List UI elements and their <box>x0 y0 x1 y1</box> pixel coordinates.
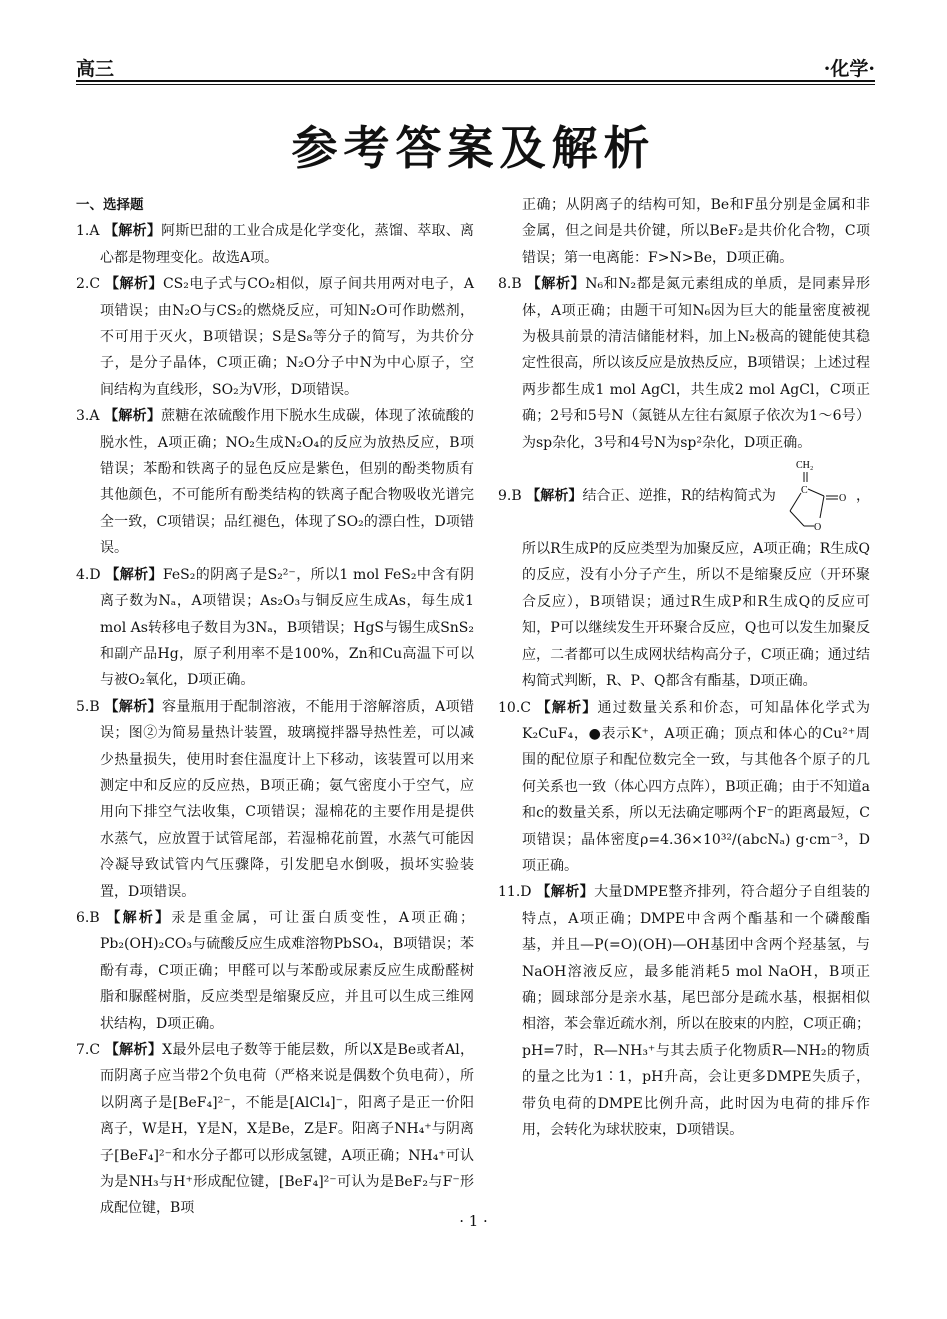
structure-ring-o-label: O <box>813 522 822 534</box>
answer-item-4: 4.D 【解析】FeS₂的阴离子是S₂²⁻，所以1 mol FeS₂中含有阴离子数为Nₐ，A项错误；As₂O₃与铜反应生成As，每生成1 mol As转移电子数目为3Nₐ，B项错误；HgS与锡生成SnS₂和副产品Hg，原子利用率不是100%，Zn和Cu高温下可以与被O₂氧化，D项正确。 <box>76 566 474 689</box>
header-rule-thin <box>76 84 875 85</box>
answer-item-5: 5.B 【解析】容量瓶用于配制溶液，不能用于溶解溶质，A项错误；图②为简易量热计装置，玻璃搅拌器导热性差，可以减少热量损失，使用时套住温度计上下移动，该装置可以用来测定中和反应的反应热，B项正确；氨气密度小于空气，应用向下排空气法收集，C项错误；湿棉花的主要作用是提供水蒸气，应放置于试管尾部，若湿棉花前置，水蒸气可能因冷凝导致试管内气压骤降，引发肥皂水倒吸，损坏实验装置，D项错误。 <box>76 698 475 900</box>
structure-ch2-label: CH₂ <box>795 460 814 472</box>
answer-item-1: 1.A 【解析】阿斯巴甜的工业合成是化学变化，蒸馏、萃取、离心都是物理变化。故选A项。 <box>76 223 475 266</box>
grade-label: 高三 <box>76 58 115 80</box>
structure-c-label: C <box>800 485 808 497</box>
answer-item-11: 11.D 【解析】大量DMPE整齐排列，符合超分子自组装的特点，A项正确；DMPE中含两个酯基和一个磷酸酯基，并且—P(=O)(OH)—OH基团中含两个羟基氢，与NaOH溶液反应，最多能消耗5 mol NaOH，B项正确；圆球部分是亲水基，尾巴部分是疏水基，根据相似相溶，苯会靠近疏水剂，所以在胶束的内腔，C项正确；pH=7时，R—NH₃⁺与其去质子化物质R—NH₂的物质的量之比为1∶1，pH升高，会让更多DMPE失质子，带负电荷的DMPE比例升高，此时因为电荷的排斥作用，会转化为球状胶束，D项错误。 <box>498 884 870 1138</box>
answer-item-10: 10.C 【解析】通过数量关系和价态，可知晶体化学式为K₂CuF₄，●表示K⁺，A项正确；顶点和体心的Cu²⁺周围的配位原子和配位数完全一致，与其他各个原子的几何关系也一致（体心四方点阵），B项正确；由于不知道a和c的数量关系，所以无法确定哪两个F⁻的距离最短，C项错误；晶体密度ρ=4.36×10³²/(abcNₐ) g·cm⁻³，D项正确。 <box>498 699 871 874</box>
page-title: 参考答案及解析 <box>291 121 656 175</box>
structure-carbonyl-o-label: O <box>838 493 847 505</box>
answer-item-6: 6.B 【解析】汞是重金属，可让蛋白质变性，A项正确；Pb₂(OH)₂CO₃与硫酸反应生成难溶物PbSO₄，B项错误；苯酚有毒，C项正确；甲醛可以与苯酚或尿素反应生成酚醛树脂和脲醛树脂，反应类型是缩聚反应，并且可以生成三维网状结构，D项正确。 <box>76 909 475 1032</box>
page-header <box>76 50 875 86</box>
answer-item-7: 7.C 【解析】X最外层电子数等于能层数，所以X是Be或者Al，而阴离子应当带2个负电荷（严格来说是偶数个负电荷），所以阴离子是[BeF₄]²⁻，不能是[AlCl₄]⁻，阳离子是正一价阳离子，W是H，Y是N，X是Be，Z是F。阳离子NH₄⁺与阴离子[BeF₄]²⁻和水分子都可以形成氢键，A项正确；NH₄⁺可认为是NH₃与H⁺形成配位键，[BeF₄]²⁻可认为是BeF₂与F⁻形成配位键，B项 <box>76 1042 475 1217</box>
header-rule <box>76 80 875 82</box>
lactone-structure-diagram <box>776 456 856 536</box>
left-column <box>76 192 474 1222</box>
section-heading: 一、选择题 <box>76 197 144 213</box>
answer-item-3: 3.A 【解析】蔗糖在浓硫酸作用下脱水生成碳，体现了浓硫酸的脱水性，A项正确；NO₂生成N₂O₄的反应为放热反应，B项错误；苯酚和铁离子的显色反应是紫色，但别的酚类物质有其他颜色，不可能所有酚类结构的铁离子配合物吸收光谱完全一致，C项错误；品红褪色，体现了SO₂的漂白性，D项错误。 <box>76 408 475 557</box>
right-column <box>498 192 870 1143</box>
subject-label: ·化学· <box>823 58 875 80</box>
answer-item-8: 8.B 【解析】N₆和N₂都是氮元素组成的单质，是同素异形体，A项正确；由题干可知N₆因为巨大的能量密度被视为极具前景的清洁储能材料，加上N₂极高的键能使其稳定性很高，所以该反应是放热反应，B项错误；上述过程两步都生成1 mol AgCl，共生成2 mol AgCl，C项正确；2号和5号N（氮链从左往右氮原子依次为1～6号）为sp杂化，3号和4号N为sp²杂化，D项正确。 <box>498 276 871 451</box>
answer-item-2: 2.C 【解析】CS₂电子式与CO₂相似，原子间共用两对电子，A项错误；由N₂O与CS₂的燃烧反应，可知N₂O可作助燃剂，不可用于灭火，B项错误；S是S₈等分子的简写，为共价分子，是分子晶体，C项正确；N₂O分子中N为中心原子，空间结构为直线形，SO₂为V形，D项错误。 <box>76 276 475 398</box>
answer-item-9: 9.B 【解析】结合正、逆推，R的结构简式为 CH₂ C O O ，所以R生成P的反应类型为加聚反应，A项正确；R生成Q的反应，没有小分子产生，所以不是缩聚反应（开环聚合反应），B项错误；通过R生成P和R生成Q的反应可知，P可以继续发生开环聚合反应，Q也可以发生加聚反应，二者都可以生成网状结构高分子，C项正确；通过结构简式判断，R、P、Q都含有酯基，D项正确。 <box>498 456 870 694</box>
answer-item-7-continued: 正确；从阴离子的结构可知，Be和F虽分别是金属和非金属，但之间是共价键，所以BeF₂是共价化合物，C项错误；第一电离能：F>N>Be，D项正确。 <box>522 197 870 266</box>
page-number: · 1 · <box>459 1212 488 1230</box>
